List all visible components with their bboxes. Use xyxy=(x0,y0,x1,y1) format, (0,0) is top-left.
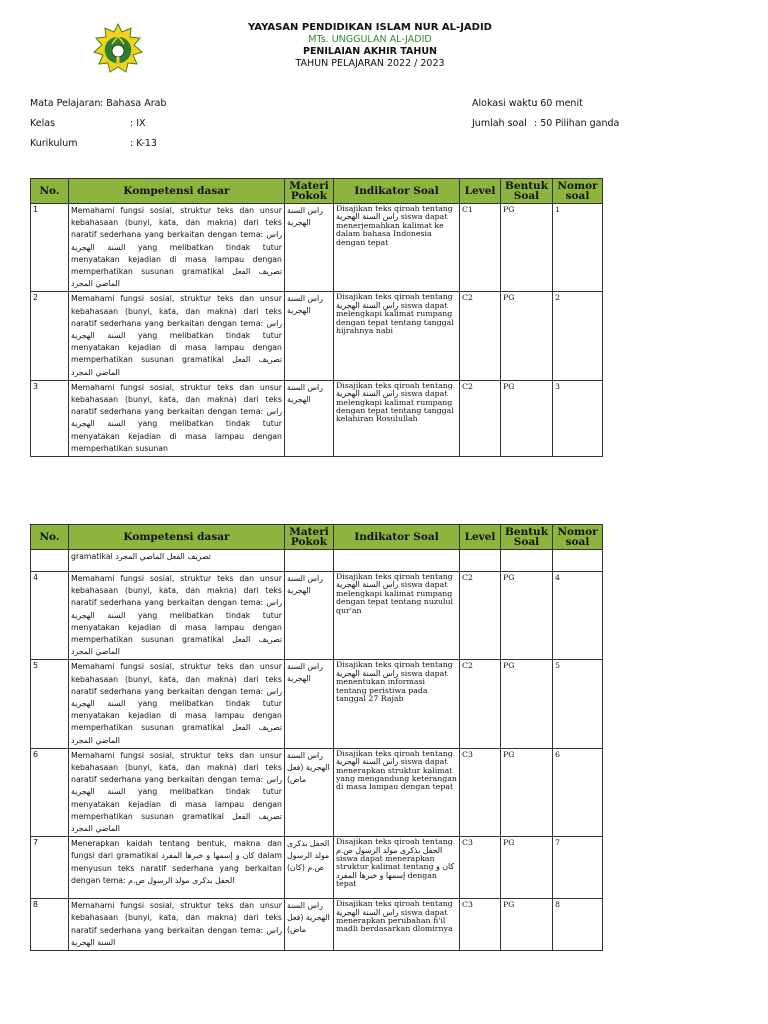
table-row xyxy=(31,204,603,292)
row-level: C1 xyxy=(460,204,501,292)
row-level xyxy=(460,550,501,572)
row-no: 2 xyxy=(31,292,69,380)
row-materi: راس السنة الهجرية xyxy=(285,660,334,748)
row-indikator xyxy=(334,550,460,572)
col-materi-2: Pokok xyxy=(290,190,328,202)
row-level: C3 xyxy=(460,899,501,951)
time-value: : 60 menit xyxy=(534,98,583,109)
table-row xyxy=(31,292,603,380)
row-kompetensi: gramatikal تصريف الفعل الماضي المجرد xyxy=(69,550,285,572)
row-no: 8 xyxy=(31,899,69,951)
row-bentuk: PG xyxy=(501,899,553,951)
row-materi: راس السنة الهجرية xyxy=(285,292,334,380)
row-kompetensi: Memahami fungsi sosial, struktur teks dan unsur kebahasaan (bunyi, kata, dan makna) dari teks naratif sederhana yang berkaitan dengan tema: راس السنة الهجرية yang melibatkan tindak tutur menyatakan kejadian di masa lampau dengan memperhatikan susunan gramatikal تصريف الفعل الماضي المجرد xyxy=(69,292,285,380)
row-kompetensi: Memahami fungsi sosial, struktur teks dan unsur kebahasaan (bunyi, kata, dan makna) dari teks naratif sederhana yang berkaitan dengan tema: راس السنة الهجرية xyxy=(69,899,285,951)
row-no: 3 xyxy=(31,380,69,456)
row-kompetensi: Memahami fungsi sosial, struktur teks dan unsur kebahasaan (bunyi, kata, dan makna) dari teks naratif sederhana yang berkaitan dengan tema: راس السنة الهجرية yang melibatkan tindak tutur menyatakan kejadian di masa lampau dengan memperhatikan susunan gramatikal تصريف الفعل الماضي المجرد xyxy=(69,204,285,292)
row-level: C2 xyxy=(460,380,501,456)
school-logo xyxy=(90,22,146,78)
school-name: MTs. UNGGULAN AL-JADID xyxy=(308,34,432,45)
col-nomor-2: soal xyxy=(565,536,590,548)
foundation-name: YAYASAN PENDIDIKAN ISLAM NUR AL-JADID xyxy=(248,22,492,33)
row-kompetensi: Memahami fungsi sosial, struktur teks dan unsur kebahasaan (bunyi, kata, dan makna) dari teks naratif sederhana yang berkaitan dengan tema: راس السنة الهجرية yang melibatkan tindak tutur menyatakan kejadian di masa lampau dengan memperhatikan susunan gramatikal تصريف الفعل الماضي المجرد xyxy=(69,572,285,660)
col-materi-1: Materi xyxy=(289,180,329,192)
col-indikator: Indikator Soal xyxy=(334,179,460,204)
table-row xyxy=(31,572,603,660)
row-no: 4 xyxy=(31,572,69,660)
col-bentuk-1: Bentuk xyxy=(505,526,548,538)
row-nomor: 5 xyxy=(553,660,603,748)
row-materi xyxy=(285,550,334,572)
row-kompetensi: Memahami fungsi sosial, struktur teks dan unsur kebahasaan (bunyi, kata, dan makna) dari teks naratif sederhana yang berkaitan dengan tema: راس السنة الهجرية yang melibatkan tindak tutur menyatakan kejadian di masa lampau dengan memperhatikan susunan gramatikal تصريف الفعل الماضي المجرد xyxy=(69,660,285,748)
col-kompetensi: Kompetensi dasar xyxy=(69,179,285,204)
row-bentuk xyxy=(501,550,553,572)
row-indikator: Disajikan teks qiroah tentang راس السنة الهجرية siswa dapat menerjemahkan kalimat ke dalam bahasa Indonesia dengan tepat xyxy=(334,204,460,292)
col-nomor-2: soal xyxy=(565,190,590,202)
table-row xyxy=(31,748,603,836)
row-indikator: Disajikan teks qiroah tentang راس السنة الهجرية siswa dapat melengkapi kalimat rumpang dengan tepat tentang tanggal hijrahnya nabi xyxy=(334,292,460,380)
col-nomor-1: Nomor xyxy=(557,180,598,192)
row-kompetensi: Menerapkan kaidah tentang bentuk, makna dan fungsi dari gramatikal كان و إسمها و خبرها المفرد dalam menyusun teks naratif sederhana yang berkaitan dengan tema: الحفل بذكرى مولد الرسول ص.م xyxy=(69,837,285,899)
row-level: C2 xyxy=(460,292,501,380)
table-header-row xyxy=(31,179,603,204)
col-bentuk xyxy=(501,525,553,550)
row-bentuk: PG xyxy=(501,204,553,292)
exam-info-left xyxy=(30,98,230,158)
row-nomor: 1 xyxy=(553,204,603,292)
row-bentuk: PG xyxy=(501,572,553,660)
col-level: Level xyxy=(460,525,501,550)
col-kompetensi: Kompetensi dasar xyxy=(69,525,285,550)
table-row xyxy=(31,380,603,456)
col-bentuk-1: Bentuk xyxy=(505,180,548,192)
row-bentuk: PG xyxy=(501,660,553,748)
row-materi: الحفل بذكرى مولد الرسول ص.م (كان) xyxy=(285,837,334,899)
row-materi: راس السنة الهجرية xyxy=(285,572,334,660)
col-materi-2: Pokok xyxy=(290,536,328,548)
class-label: Kelas xyxy=(30,118,56,129)
row-level: C3 xyxy=(460,837,501,899)
row-indikator: Disajikan teks qiroah tentang راس السنة الهجرية siswa dapat menerapkan struktur kalimat yang mengandung keterangan di masa lampau dengan tepat xyxy=(334,748,460,836)
row-materi: راس السنة الهجرية (فعل ماض) xyxy=(285,899,334,951)
kisi-table-2 xyxy=(30,524,603,951)
row-indikator: Disajikan teks qiroah tentang راس السنة الهجرية siswa dapat melengkapi kalimat rumpang dengan tepat tentang tanggal kelahiran Rosulullah xyxy=(334,380,460,456)
row-nomor: 3 xyxy=(553,380,603,456)
row-materi: راس السنة الهجرية xyxy=(285,204,334,292)
curriculum-value: : K-13 xyxy=(130,138,157,149)
subject-label: Mata Pelajaran xyxy=(30,98,101,109)
table-row-continued xyxy=(31,550,603,572)
exam-info-right xyxy=(472,98,672,138)
row-no: 6 xyxy=(31,748,69,836)
row-level: C2 xyxy=(460,660,501,748)
col-nomor xyxy=(553,179,603,204)
row-nomor: 8 xyxy=(553,899,603,951)
count-value: : 50 Pilihan ganda xyxy=(534,118,620,129)
time-label: Alokasi waktu xyxy=(472,98,538,109)
academic-year: TAHUN PELAJARAN 2022 / 2023 xyxy=(295,58,445,69)
col-bentuk-2: Soal xyxy=(513,190,540,202)
count-label: Jumlah soal xyxy=(472,118,527,129)
table-row xyxy=(31,660,603,748)
row-materi: راس السنة الهجرية xyxy=(285,380,334,456)
class-value: : IX xyxy=(130,118,146,129)
col-materi xyxy=(285,179,334,204)
curriculum-label: Kurikulum xyxy=(30,138,78,149)
row-indikator: Disajikan teks qiroah tentang راس السنة الهجرية siswa dapat melengkapi kalimat rumpang dengan tepat tentang nuzulul qur'an xyxy=(334,572,460,660)
col-nomor xyxy=(553,525,603,550)
row-indikator: Disajikan teks qiroah tentang الحفل بذكرى مولد الرسول ص.م siswa dapat menerapkan struktur kalimat tentang كان و إسمها و خبرها المفرد dengan tepat xyxy=(334,837,460,899)
row-no xyxy=(31,550,69,572)
col-indikator: Indikator Soal xyxy=(334,525,460,550)
row-nomor: 4 xyxy=(553,572,603,660)
row-no: 5 xyxy=(31,660,69,748)
exam-title: PENILAIAN AKHIR TAHUN xyxy=(302,46,438,57)
row-level: C2 xyxy=(460,572,501,660)
row-materi: راس السنة الهجرية (فعل ماض) xyxy=(285,748,334,836)
row-nomor: 2 xyxy=(553,292,603,380)
row-bentuk: PG xyxy=(501,748,553,836)
col-nomor-1: Nomor xyxy=(557,526,598,538)
table-row xyxy=(31,899,603,951)
row-bentuk: PG xyxy=(501,292,553,380)
row-indikator: Disajikan teks qiroah tentang راس السنة الهجرية siswa dapat menerapkan perubahan fi'il madli berdasarkan dlomirnya xyxy=(334,899,460,951)
col-materi-1: Materi xyxy=(289,526,329,538)
col-no: No. xyxy=(31,525,69,550)
row-bentuk: PG xyxy=(501,837,553,899)
row-level: C3 xyxy=(460,748,501,836)
row-kompetensi: Memahami fungsi sosial, struktur teks dan unsur kebahasaan (bunyi, kata, dan makna) dari teks naratif sederhana yang berkaitan dengan tema: راس السنة الهجرية yang melibatkan tindak tutur menyatakan kejadian di masa lampau dengan memperhatikan susunan xyxy=(69,380,285,456)
row-no: 1 xyxy=(31,204,69,292)
row-indikator: Disajikan teks qiroah tentang راس السنة الهجرية siswa dapat menentukan informasi tentang peristiwa pada tanggal 27 Rajab xyxy=(334,660,460,748)
row-nomor: 7 xyxy=(553,837,603,899)
table-header-row xyxy=(31,525,603,550)
col-level: Level xyxy=(460,179,501,204)
row-kompetensi: Memahami fungsi sosial, struktur teks dan unsur kebahasaan (bunyi, kata, dan makna) dari teks naratif sederhana yang berkaitan dengan tema: راس السنة الهجرية yang melibatkan tindak tutur menyatakan kejadian di masa lampau dengan memperhatikan susunan gramatikal تصريف الفعل الماضي المجرد xyxy=(69,748,285,836)
row-no: 7 xyxy=(31,837,69,899)
kisi-table-1 xyxy=(30,178,603,457)
col-bentuk xyxy=(501,179,553,204)
row-nomor: 6 xyxy=(553,748,603,836)
col-materi xyxy=(285,525,334,550)
col-no: No. xyxy=(31,179,69,204)
col-bentuk-2: Soal xyxy=(513,536,540,548)
subject-value: : Bahasa Arab xyxy=(100,98,167,109)
row-nomor xyxy=(553,550,603,572)
table-row xyxy=(31,837,603,899)
row-bentuk: PG xyxy=(501,380,553,456)
